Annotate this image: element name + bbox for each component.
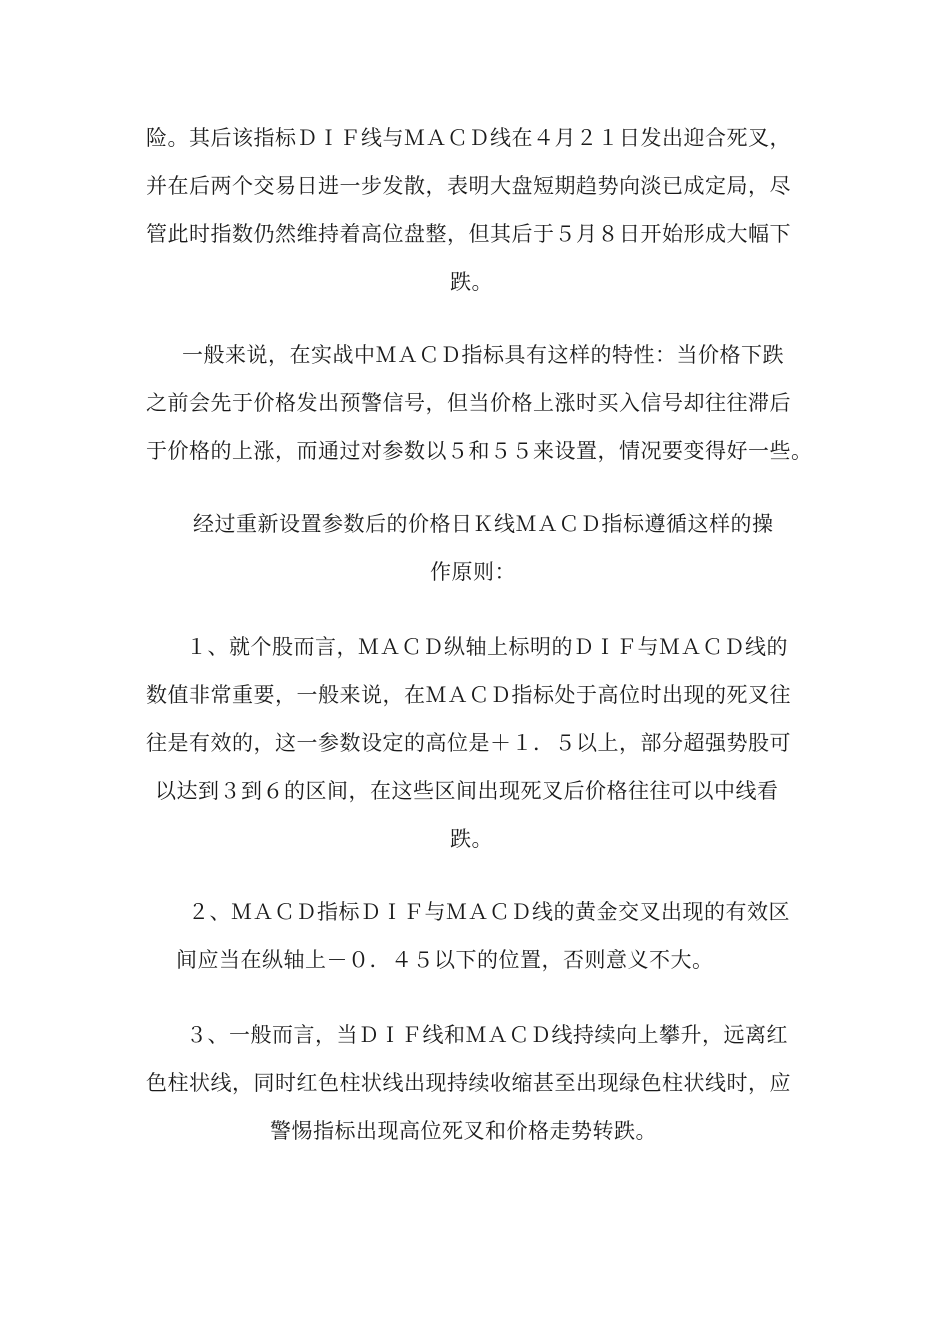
text-line: 作原则： [430,560,516,584]
text-line: 险。其后该指标ＤＩＦ线与ＭＡＣＤ线在４月２１日发出迎合死叉， [146,126,791,150]
text-line: 于价格的上涨，而通过对参数以５和５５来设置，情况要变得好一些。 [146,439,813,463]
text-line: 并在后两个交易日进一步发散，表明大盘短期趋势向淡已成定局，尽 [146,174,791,198]
text-line: 之前会先于价格发出预警信号，但当价格上涨时买入信号却往往滞后 [146,391,791,415]
text-line: ３、一般而言，当ＤＩＦ线和ＭＡＣＤ线持续向上攀升，远离红 [186,1023,788,1047]
text-line: 色柱状线，同时红色柱状线出现持续收缩甚至出现绿色柱状线时，应 [146,1071,791,1095]
text-line: １、就个股而言，ＭＡＣＤ纵轴上标明的ＤＩＦ与ＭＡＣＤ线的 [186,635,788,659]
text-line: 经过重新设置参数后的价格日Ｋ线ＭＡＣＤ指标遵循这样的操 [193,512,774,536]
text-line: 数值非常重要，一般来说，在ＭＡＣＤ指标处于高位时出现的死叉往 [146,683,791,707]
text-line: 管此时指数仍然维持着高位盘整，但其后于５月８日开始形成大幅下 [146,222,791,246]
text-line: 跌。 [450,270,493,294]
text-line: 警惕指标出现高位死叉和价格走势转跌。 [270,1119,657,1143]
text-line: 跌。 [450,827,493,851]
text-line: ２、ＭＡＣＤ指标ＤＩＦ与ＭＡＣＤ线的黄金交叉出现的有效区 [188,900,790,924]
text-line: 间应当在纵轴上－０．４５以下的位置，否则意义不大。 [176,948,714,972]
text-line: 一般来说，在实战中ＭＡＣＤ指标具有这样的特性：当价格下跌 [182,343,784,367]
text-line: 以达到３到６的区间，在这些区间出现死叉后价格往往可以中线看 [155,779,779,803]
text-line: 往是有效的，这一参数设定的高位是＋１．５以上，部分超强势股可 [146,731,791,755]
